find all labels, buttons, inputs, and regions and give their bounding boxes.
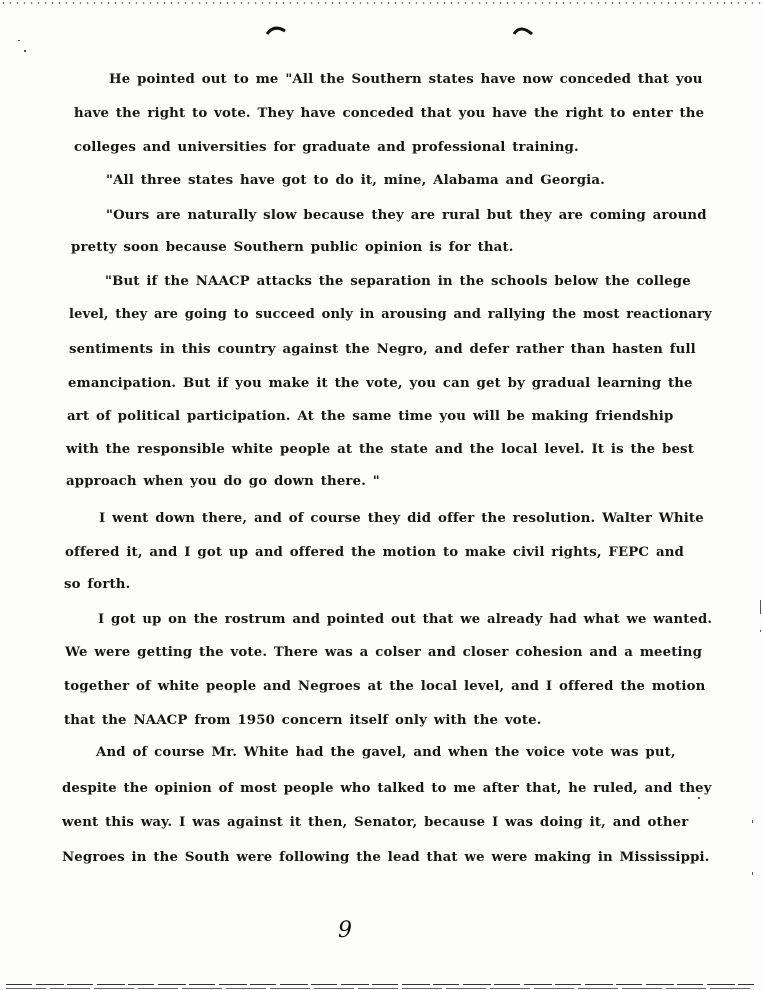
text-line: level, they are going to succeed only in arousing and rallying the most reactionary <box>69 307 712 322</box>
text-line: pretty soon because Southern public opinion is for that. <box>71 240 514 255</box>
text-line: Negroes in the South were following the lead that we were making in Mississippi. <box>62 850 710 865</box>
text-line: approach when you do go down there. " <box>66 474 380 489</box>
text-line: "But if the NAACP attacks the separation in the schools below the college <box>105 274 691 289</box>
scan-speck <box>698 797 700 799</box>
text-line: sentiments in this country against the Negro, and defer rather than hasten full <box>69 342 696 357</box>
text-line: have the right to vote. They have conceded that you have the right to enter the <box>74 106 705 121</box>
text-line: He pointed out to me "All the Southern states have now conceded that you <box>109 72 703 87</box>
punch-hole-mark-right <box>512 22 534 36</box>
text-line: "All three states have got to do it, mine, Alabama and Georgia. <box>106 173 605 188</box>
scan-speck <box>24 50 26 52</box>
text-line: We were getting the vote. There was a colser and closer cohesion and a meeting <box>65 645 703 660</box>
text-line: I went down there, and of course they did offer the resolution. Walter White <box>99 511 704 526</box>
scan-speck <box>760 630 761 632</box>
text-line: that the NAACP from 1950 concern itself only with the vote. <box>64 713 542 728</box>
scan-speck <box>752 872 753 875</box>
text-line: went this way. I was against it then, Senator, because I was doing it, and other <box>62 815 689 830</box>
bottom-rule <box>6 984 754 985</box>
text-line: with the responsible white people at the state and the local level. It is the best <box>66 442 694 457</box>
punch-hole-mark-left <box>265 22 287 36</box>
text-line: colleges and universities for graduate and professional training. <box>74 140 579 155</box>
text-line: art of political participation. At the same time you will be making friendship <box>67 409 674 424</box>
text-line: together of white people and Negroes at the local level, and I offered the motion <box>64 679 706 694</box>
page-number: 9 <box>338 918 352 943</box>
scan-speck <box>18 40 20 41</box>
scan-speck <box>752 820 753 823</box>
text-line: "Ours are naturally slow because they are rural but they are coming around <box>106 208 707 223</box>
text-line: so forth. <box>64 577 131 592</box>
scan-speck <box>760 600 761 614</box>
bottom-rule-secondary <box>6 988 754 989</box>
text-line: offered it, and I got up and offered the motion to make civil rights, FEPC and <box>65 545 684 560</box>
text-line: despite the opinion of most people who talked to me after that, he ruled, and they <box>62 781 712 796</box>
top-perforation <box>0 2 763 4</box>
text-line: And of course Mr. White had the gavel, and when the voice vote was put, <box>96 745 676 760</box>
text-line: I got up on the rostrum and pointed out that we already had what we wanted. <box>98 612 713 627</box>
text-line: emancipation. But if you make it the vote, you can get by gradual learning the <box>68 376 693 391</box>
